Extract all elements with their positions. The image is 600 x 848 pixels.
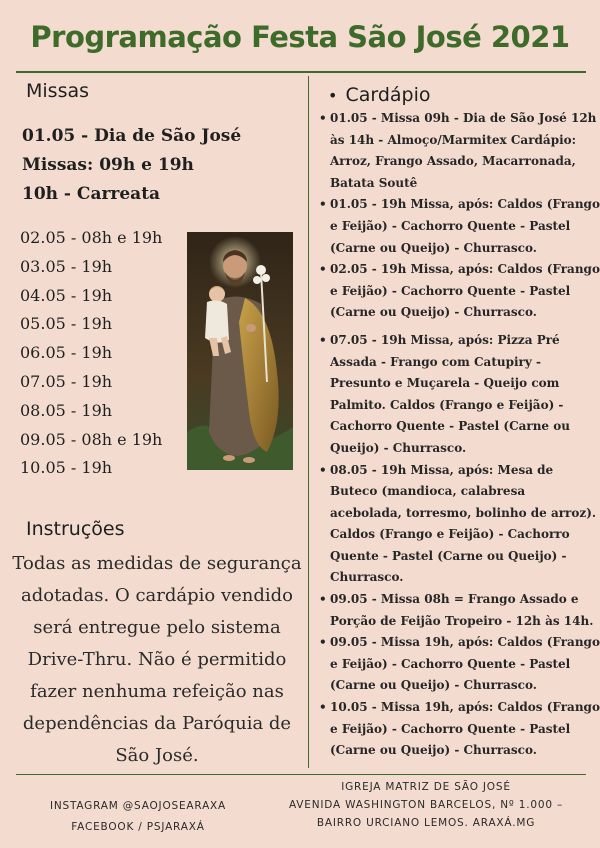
- date-item: 10.05 - 19h: [20, 458, 113, 478]
- missas-heading: Missas: [26, 80, 90, 102]
- missas-highlight: [22, 122, 241, 209]
- menu-item: • 08.05 - 19h Missa, após: Mesa de Buteco (mandioca, calabresa acebolada, torresmo, bolinho de arroz). Caldos (Frango e Feijão) - Cachorro Quente - Pastel (Carne ou Queijo) - Churrasco.: [318, 460, 600, 590]
- page-title: Programação Festa São José 2021: [30, 20, 570, 54]
- menu-item: • 07.05 - 19h Missa, após: Pizza Pré Assada - Frango com Catupiry - Presunto e Muçarela - Queijo com Palmito. Caldos (Frango e Feijão) - Cachorro Quente - Pastel (Carne ou Queijo) - Churrasco.: [318, 330, 600, 460]
- cardapio-heading-label: Cardápio: [345, 84, 431, 106]
- instrucoes-text: Todas as medidas de segurança adotadas. O cardápio vendido será entregue pelo sistema Drive-Thru. Não é permitido fazer nenhuma refeição nas dependências da Paróquia de São José.: [12, 553, 302, 766]
- facebook-handle: FACEBOOK / PSJARAXÁ: [71, 821, 205, 833]
- highlight-line: 10h - Carreata: [22, 184, 161, 204]
- address-line: BAIRRO URCIANO LEMOS. ARAXÁ.MG: [316, 817, 536, 829]
- cardapio-heading: [328, 84, 431, 106]
- top-divider: [16, 71, 586, 73]
- menu-item: • 09.05 - Missa 08h = Frango Assado e Porção de Feijão Tropeiro - 12h às 14h.: [318, 589, 600, 632]
- date-item: 07.05 - 19h: [20, 371, 113, 391]
- bullet-icon: •: [328, 85, 338, 105]
- instrucoes-heading: Instruções: [26, 518, 125, 540]
- saint-joseph-painting: [187, 232, 293, 470]
- church-address: [258, 778, 594, 832]
- menu-item: • 09.05 - Missa 19h, após: Caldos (Frango e Feijão) - Cachorro Quente - Pastel (Carne ou Queijo) - Churrasco.: [318, 632, 600, 697]
- menu-item: • 02.05 - 19h Missa, após: Caldos (Frango e Feijão) - Cachorro Quente - Pastel (Carne ou Queijo) - Churrasco.: [318, 259, 600, 324]
- highlight-line: 01.05 - Dia de São José: [22, 126, 242, 146]
- date-item: 08.05 - 19h: [20, 400, 113, 420]
- cardapio-list: [318, 108, 600, 762]
- date-item: 06.05 - 19h: [20, 343, 113, 363]
- menu-item: • 01.05 - Missa 09h - Dia de São José 12h às 14h - Almoço/Marmitex Cardápio: Arroz, Frango Assado, Macarronada, Batata Soutê: [318, 108, 600, 194]
- highlight-line: Missas: 09h e 19h: [22, 155, 194, 175]
- date-item: 04.05 - 19h: [20, 285, 113, 305]
- date-item: 05.05 - 19h: [20, 314, 113, 334]
- menu-item: • 01.05 - 19h Missa, após: Caldos (Frango e Feijão) - Cachorro Quente - Pastel (Carne ou Queijo) - Churrasco.: [318, 194, 600, 259]
- social-links: [28, 796, 248, 838]
- date-item: 09.05 - 08h e 19h: [20, 429, 163, 449]
- column-divider: [308, 76, 309, 768]
- date-item: 03.05 - 19h: [20, 256, 113, 276]
- address-line: AVENIDA WASHINGTON BARCELOS, Nº 1.000 –: [288, 799, 564, 811]
- date-item: 02.05 - 08h e 19h: [20, 228, 163, 247]
- saint-joseph-painting-icon: [187, 232, 293, 470]
- menu-item: • 10.05 - Missa 19h, após: Caldos (Frango e Feijão) - Cachorro Quente - Pastel (Carne ou Queijo) - Churrasco.: [318, 697, 600, 762]
- missas-date-list: [20, 224, 162, 483]
- bottom-divider: [16, 774, 586, 775]
- instagram-handle: INSTAGRAM @SAOJOSEARAXA: [49, 800, 227, 812]
- church-name: IGREJA MATRIZ DE SÃO JOSÉ: [341, 781, 511, 793]
